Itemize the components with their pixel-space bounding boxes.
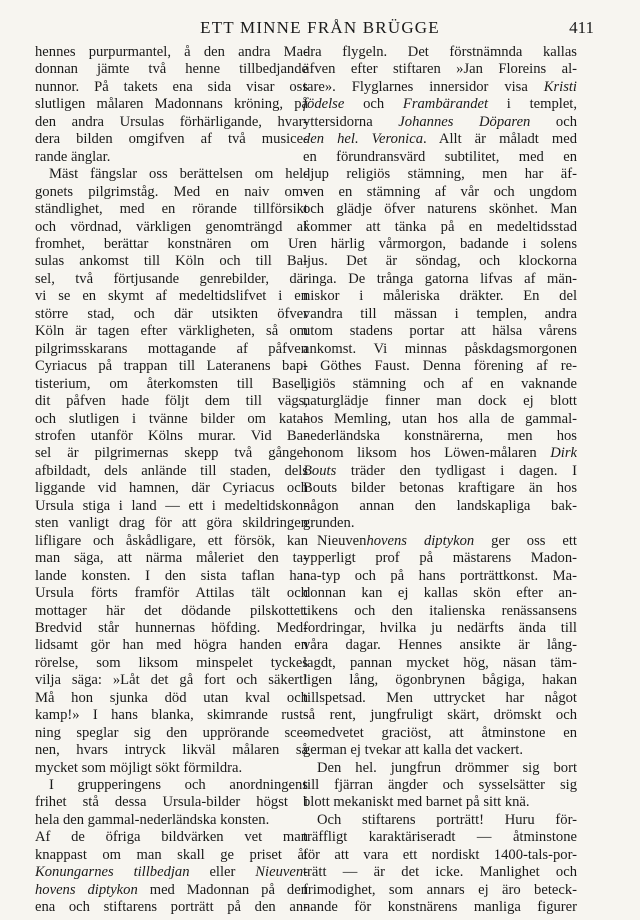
text-line: vilja säga: »Låt det gå fort och säkert! — [35, 672, 308, 689]
text-line: och vördnad, värkligen genomträngd af — [35, 218, 308, 235]
text-line: rande änglar. — [35, 148, 111, 165]
text-line: afbildadt, dels anlände till staden, dels — [35, 462, 308, 479]
right-text-column — [303, 44, 577, 917]
text-line: Nieuvenhovens diptykon ger oss ett — [317, 532, 577, 549]
text-line: äfven efter stiftaren »Jan Floreins al- — [303, 61, 577, 78]
text-line: german ej tvekar att kalla det vackert. — [303, 742, 524, 759]
text-line: Ursula förts framför Attilas tält och — [35, 585, 308, 602]
text-line: fromhet, berättar konstnären om Ur- — [35, 235, 308, 252]
text-line: tare». Flyglarnes innersidor visa Kristi — [303, 78, 577, 95]
text-line: nunnor. På takets ena sida visar oss — [35, 78, 308, 95]
text-line: vi se en skymt af medeltidslifvet i en — [35, 288, 308, 305]
text-line: för att vara ett nordiskt 1400-tals-por- — [303, 846, 577, 863]
text-line: tisterium, om återkomsten till Basel, — [35, 375, 308, 392]
text-line: Och stiftarens porträtt! Huru för- — [317, 811, 577, 828]
running-title: ETT MINNE FRÅN BRÜGGE — [200, 18, 440, 37]
text-line: grunden. — [303, 515, 355, 532]
text-line: nen, hvars intryck likväl målaren så — [35, 742, 308, 759]
text-line: sel är pilgrimernas skepp två gånger — [35, 445, 308, 462]
text-line: födelse och Frambärandet i templet, — [303, 96, 577, 113]
text-line: donnan jämte två henne tillbedjande — [35, 61, 308, 78]
text-line: till fjärran ängder och sysselsätter sig — [303, 777, 577, 794]
text-line: Af de öfriga bildvärken vet man — [35, 829, 308, 846]
text-line: ringa. De trånga gatorna lifvas af män- — [303, 270, 577, 287]
text-line: hennes purpurmantel, å den andra Ma- — [35, 44, 308, 60]
text-line: och slutligen i tvänne bilder om kata- — [35, 410, 308, 427]
text-line: ligiös stämning och af en vaknande — [303, 375, 577, 392]
text-line: ena och stiftarens porträtt på den an- — [35, 899, 308, 916]
text-line: Bredvid står hunnernas höfding. Med- — [35, 619, 308, 636]
text-line: ven en stämning af vår och ungdom — [303, 183, 577, 200]
text-line: naturglädje finner man dock ej blott — [303, 393, 577, 410]
text-line: fordringar, hvilka ju nedärfts ända till — [303, 619, 577, 636]
text-line: gonets pilgrimståg. Med en naiv om- — [35, 183, 308, 200]
text-line: strofen utanför Kölns murar. Vid Ba- — [35, 427, 308, 444]
text-line: ligen lång, ögonbrynen bågiga, hakan — [303, 672, 577, 689]
left-text-column — [35, 44, 308, 917]
text-line: den hel. Veronica. Allt är måladt med — [303, 131, 577, 148]
text-line: yttersidorna Johannes Döparen och — [303, 113, 577, 130]
text-line: frimodighet, som annars ej äro beteck- — [303, 881, 577, 898]
text-line: knappast om man skall ge priset åt — [35, 846, 308, 863]
text-line: man säga, att närma måleriet den ta- — [35, 550, 308, 567]
text-line: liggande vid hamnen, där Cyriacus och — [35, 480, 308, 497]
text-line: Köln är tagen efter värkligheten, så om — [35, 323, 308, 340]
text-line: våra dagar. Hennes ansikte är lång- — [303, 637, 577, 654]
text-line: honom liksom hos Löwen-målaren Dirk — [303, 445, 577, 462]
text-line: kamp!» I hans blanka, skimrande rust- — [35, 707, 308, 724]
text-line: ypperligt prof på mästarens Madon- — [303, 550, 577, 567]
text-line: nande för konstnärens manliga figurer — [303, 899, 577, 916]
text-line: Må hon sjunka död utan kval och — [35, 689, 308, 706]
text-line: träffligt karaktäriseradt — åtminstone — [303, 829, 577, 846]
text-line: lidsamt gör han med högra handen en — [35, 637, 308, 654]
text-line: och glädje öfver naturens skönhet. Man — [303, 201, 577, 218]
text-line: vandra till mässan i templen, andra — [303, 305, 577, 322]
page-header — [40, 18, 600, 42]
text-line: tikens och den italienska renässansens — [303, 602, 577, 619]
text-line: lagdt, pannan mycket hög, näsan täm- — [303, 654, 577, 671]
text-line: Ursula stiga i land — ett i medeltidskon- — [35, 497, 308, 514]
text-line: djup religiös stämning, men har äf- — [303, 166, 577, 183]
text-line: Konungarnes tillbedjan eller Nieuven- — [35, 864, 308, 881]
text-line: Bouts bilder betonas kraftigare än hos — [303, 480, 577, 497]
text-line: lifligare och åskådligare, ett försök, kan — [35, 532, 308, 549]
text-line: så rent, jungfruligt skärt, drömskt och — [303, 707, 577, 724]
text-line: hos Memling, utan hos alla de gammal- — [303, 410, 577, 427]
text-line: kommer att tänka på en medeltidsstad — [303, 218, 577, 235]
text-line: sulas ankomst till Köln och till Ba- — [35, 253, 308, 270]
text-line: i Göthes Faust. Denna förening af re- — [303, 358, 577, 375]
text-line: pilgrimsskarans mottagande af påfven — [35, 340, 308, 357]
text-line: sten vanligt drag för att göra skildringen — [35, 515, 308, 532]
text-line: ankomst. Vi minnas påskdagsmorgonen — [303, 340, 577, 357]
text-line: blott mekaniskt med barnet på sitt knä. — [303, 794, 530, 811]
text-line: en härlig vårmorgon, badande i solens — [303, 235, 577, 252]
text-line: slutligen målaren Madonnans kröning, på — [35, 96, 308, 113]
text-line: rörelse, som liksom minspelet tyckes — [35, 654, 308, 671]
text-line: Bouts träder den tydligast i dagen. I — [303, 462, 577, 479]
text-line: ljus. Det är söndag, och klockorna — [303, 253, 577, 270]
text-line: na-typ och på hans porträttkonst. Ma- — [303, 567, 577, 584]
text-line: dit påfven hade följt dem till vägs, — [35, 393, 308, 410]
text-line: nederländska konstnärerna, men hos — [303, 427, 577, 444]
text-line: hela den gammal-nederländska konsten. — [35, 811, 270, 828]
text-line: större stad, och där utsikten öfver — [35, 305, 308, 322]
page-number: 411 — [569, 18, 594, 37]
text-line: ning speglar sig den upprörande sce- — [35, 724, 308, 741]
text-line: hovens diptykon med Madonnan på den — [35, 881, 308, 898]
text-line: dra flygeln. Det förstnämnda kallas — [303, 44, 577, 60]
text-line: Mäst fängslar oss berättelsen om hel- — [49, 166, 308, 183]
text-line: Den hel. jungfrun drömmer sig bort — [317, 759, 577, 776]
text-line: I grupperingens och anordningens — [49, 777, 308, 794]
text-line: omedvetet graciöst, att åtminstone en — [303, 724, 577, 741]
text-line: ständlighet, med en rörande tillförsikt — [35, 201, 308, 218]
text-line: sel, två förtjusande genrebilder, där — [35, 270, 308, 287]
text-line: niskor i måleriska dräkter. En del — [303, 288, 577, 305]
text-line: utom stadens portar att hälsa vårens — [303, 323, 577, 340]
text-line: lande konsten. I den sista taflan har — [35, 567, 308, 584]
text-line: mottager här det dödande pilskottet. — [35, 602, 308, 619]
text-line: mycket som möjligt sökt förmildra. — [35, 759, 243, 776]
text-line: Cyriacus på trappan till Lateranens bap- — [35, 358, 308, 375]
text-line: tillspetsad. Men uttrycket har något — [303, 689, 577, 706]
text-line: den andra Ursulas förhärligande, hvar- — [35, 113, 308, 130]
text-line: dera bilden omgifven af två musice- — [35, 131, 308, 148]
text-line: någon annan den landskapliga bak- — [303, 497, 577, 514]
text-line: donnan kan ej kallas skön efter an- — [303, 585, 577, 602]
text-line: trätt — är det icke. Manlighet och — [303, 864, 577, 881]
text-line: frihet stå dessa Ursula-bilder högst i — [35, 794, 308, 811]
text-line: en förundransvärd subtilitet, med en — [303, 148, 577, 165]
